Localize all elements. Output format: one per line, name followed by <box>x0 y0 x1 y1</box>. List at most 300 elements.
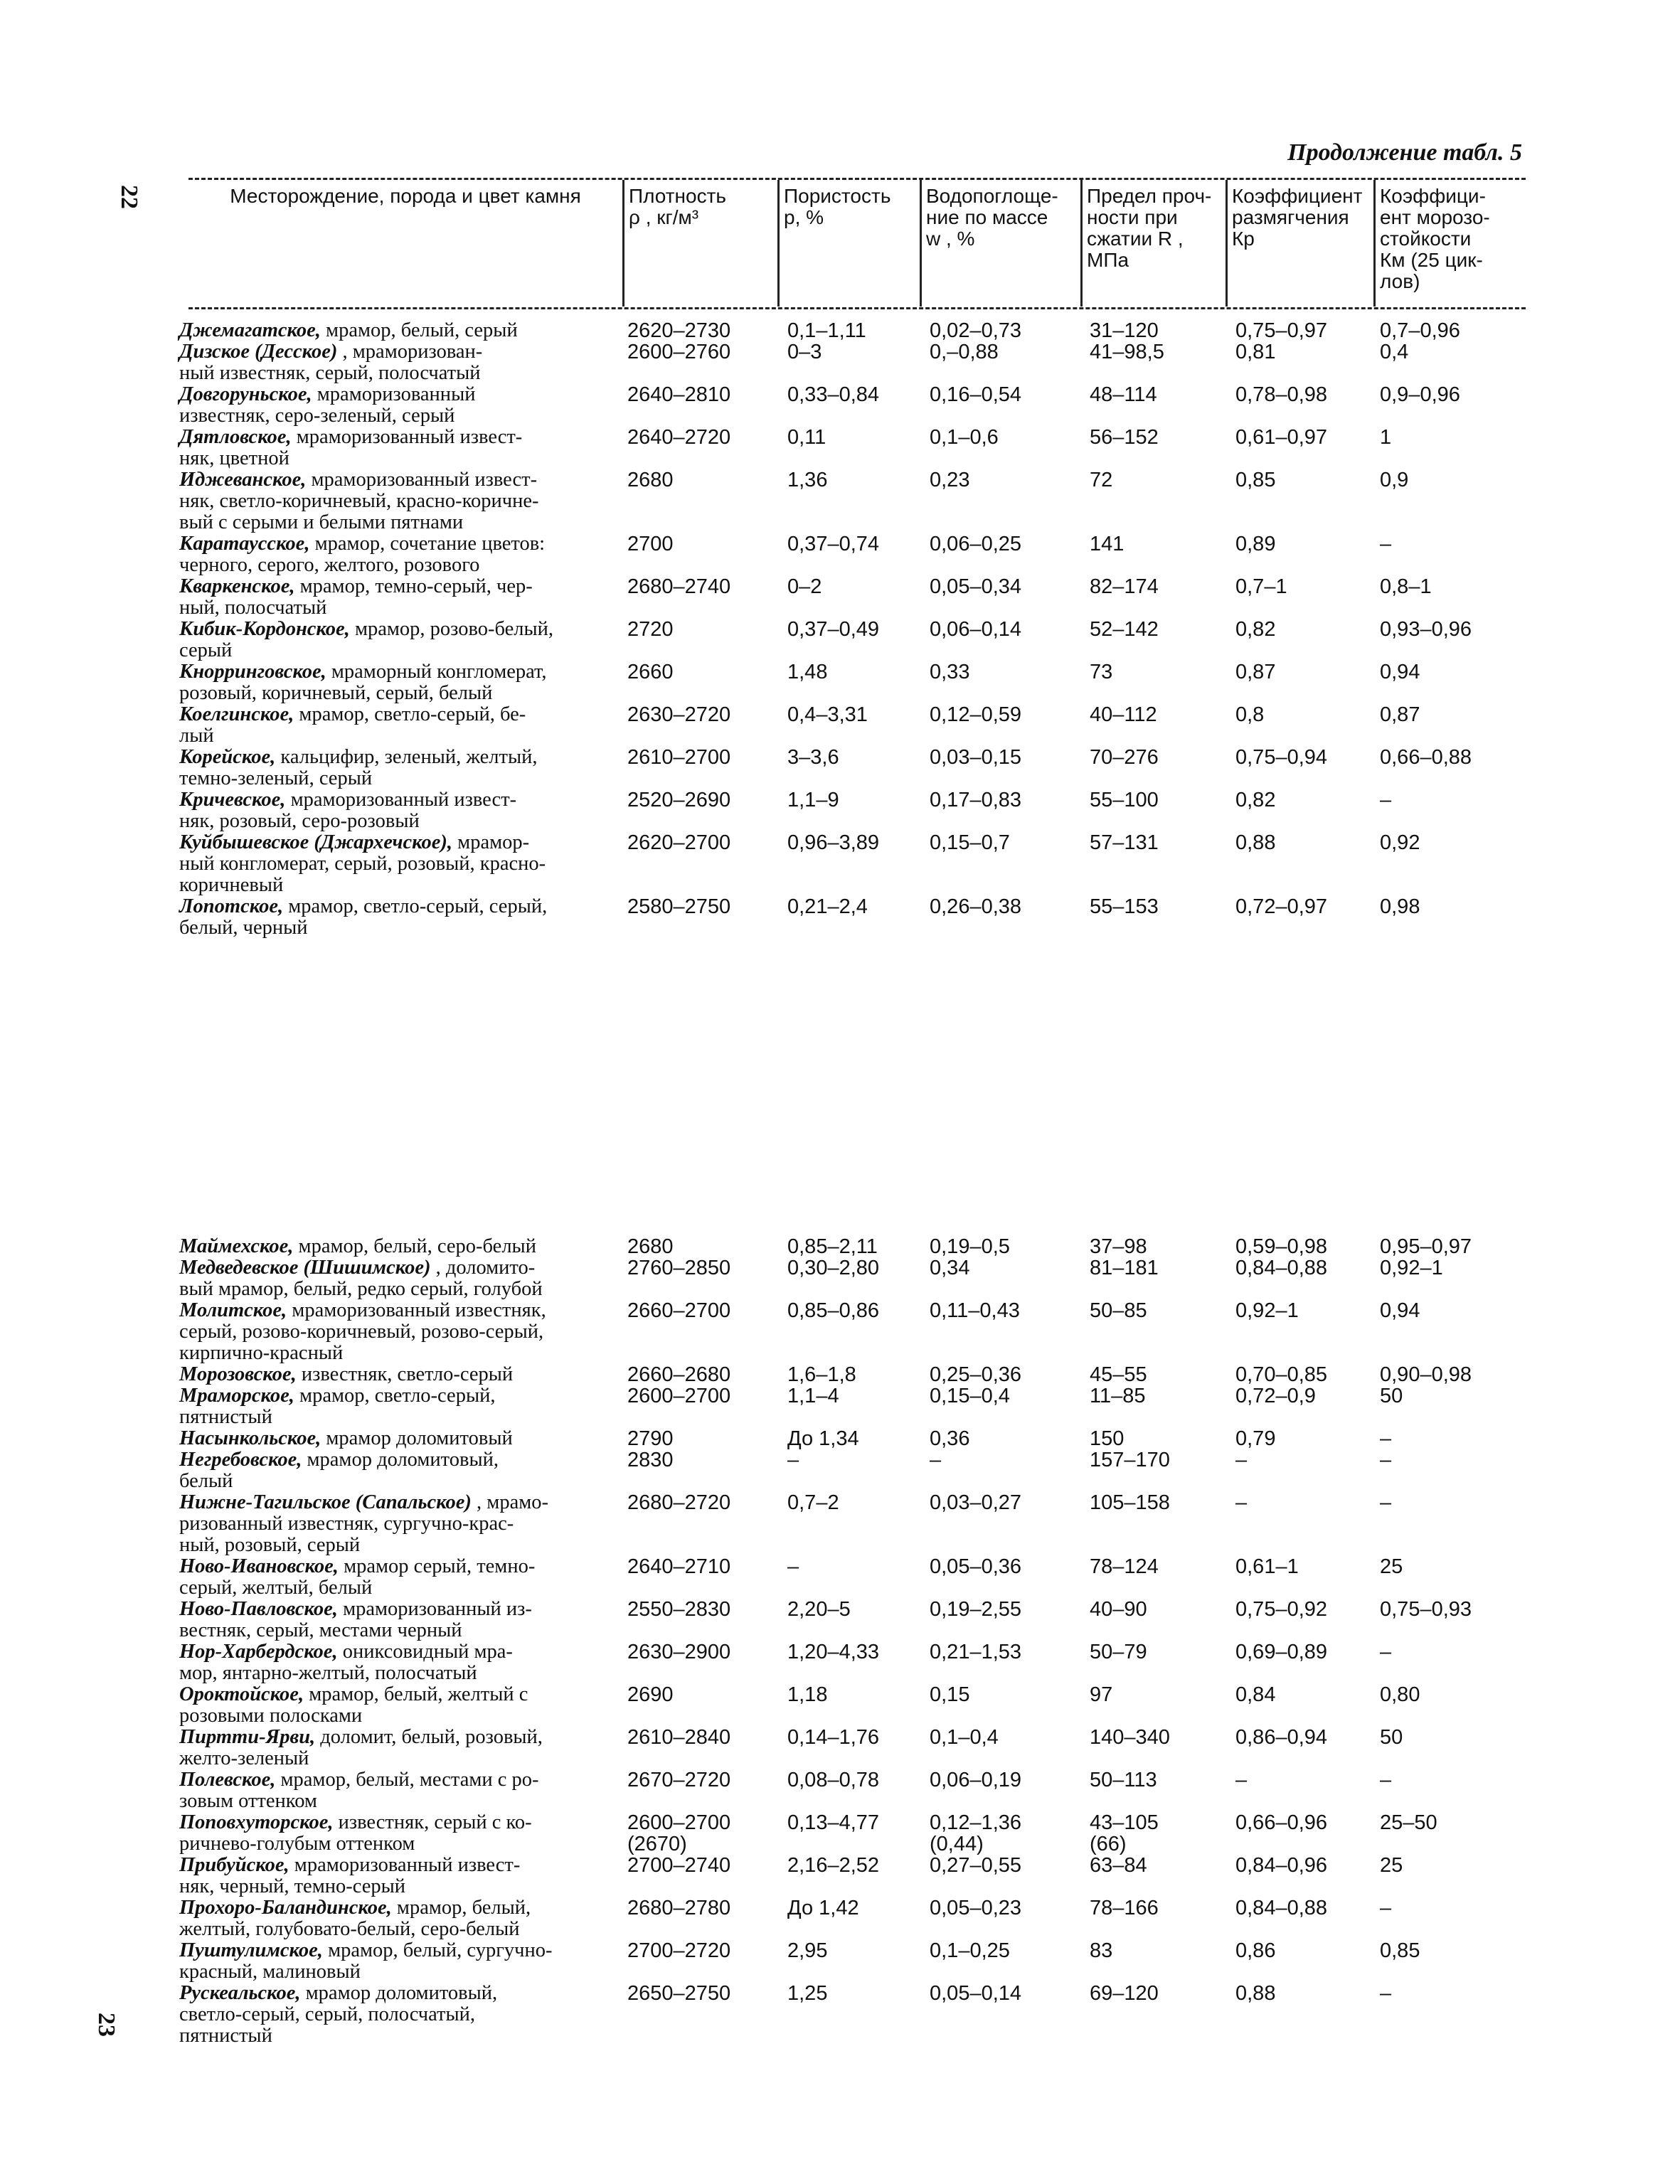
cell-softening: 0,87 <box>1235 661 1276 683</box>
cell-porosity: 1,1–9 <box>787 789 839 811</box>
cell-porosity: 0,33–0,84 <box>787 383 880 406</box>
cell-density: 2630–2900 <box>627 1641 731 1663</box>
cell-deposit <box>179 427 606 469</box>
cell-absorption: 0,06–0,25 <box>930 533 1022 555</box>
cell-absorption: 0,06–0,14 <box>930 618 1022 641</box>
cell-strength: 37–98 <box>1090 1235 1147 1258</box>
cell-softening: 0,61–0,97 <box>1235 426 1328 449</box>
cell-frost: – <box>1380 1449 1392 1471</box>
cell-softening: 0,61–1 <box>1235 1555 1299 1578</box>
cell-porosity: 1,6–1,8 <box>787 1363 856 1386</box>
cell-density: 2600–2700 <box>627 1385 731 1407</box>
cell-strength: 78–124 <box>1090 1555 1159 1578</box>
deposit-description: мрамор, светло-серый, пятнистый <box>179 1385 496 1428</box>
cell-softening: 0,88 <box>1235 1982 1276 2005</box>
table-row <box>179 1983 1531 2047</box>
cell-deposit <box>179 1364 606 1385</box>
cell-deposit <box>179 661 606 704</box>
cell-porosity: – <box>787 1555 799 1578</box>
cell-density: 2670–2720 <box>627 1769 731 1791</box>
deposit-description: мрамор, белый, желтый с розовыми полосками <box>179 1683 528 1727</box>
deposit-description: мраморизованный из- вестняк, серый, местами черный <box>179 1598 532 1641</box>
cell-deposit <box>179 384 606 427</box>
table-row <box>179 1236 1531 1257</box>
cell-deposit <box>179 576 606 619</box>
cell-deposit <box>179 1897 606 1940</box>
cell-strength: 63–84 <box>1090 1854 1147 1877</box>
cell-frost: 0,85 <box>1380 1939 1420 1962</box>
table-row <box>179 1855 1531 1897</box>
cell-deposit <box>179 704 606 747</box>
cell-frost: 0,4 <box>1380 341 1409 363</box>
cell-density: 2520–2690 <box>627 789 731 811</box>
deposit-description: мраморизованный известняк, серо-зеленый, серый <box>179 383 476 427</box>
cell-deposit <box>179 619 606 661</box>
cell-density: 2600–2700 (2670) <box>627 1811 731 1855</box>
cell-frost: 50 <box>1380 1726 1403 1749</box>
cell-density: 2700–2720 <box>627 1939 731 1962</box>
cell-porosity: 2,16–2,52 <box>787 1854 880 1877</box>
cell-absorption: 0,27–0,55 <box>930 1854 1022 1877</box>
cell-deposit <box>179 1684 606 1727</box>
cell-density: 2620–2730 <box>627 319 731 342</box>
cell-absorption: 0,15–0,4 <box>930 1385 1010 1407</box>
page-number-top: 22 <box>116 185 142 209</box>
deposit-name: Нор-Харбердское, <box>179 1641 338 1663</box>
cell-frost: 0,87 <box>1380 703 1420 726</box>
cell-deposit <box>179 1556 606 1599</box>
cell-porosity: 1,48 <box>787 661 828 683</box>
table-continuation-label: Продолжение табл. 5 <box>1287 139 1522 166</box>
table-row <box>179 896 1531 939</box>
header-porosity: Пористость р, % <box>777 180 920 307</box>
deposit-description: мрамор доломитовый, белый <box>179 1449 499 1492</box>
deposit-name: Иджеванское, <box>179 469 307 491</box>
deposit-description: мраморный конгломерат, розовый, коричневый, серый, белый <box>179 661 547 704</box>
table-row <box>179 469 1531 533</box>
cell-strength: 78–166 <box>1090 1897 1159 1919</box>
cell-softening: 0,66–0,96 <box>1235 1811 1328 1834</box>
table-row <box>179 1940 1531 1983</box>
deposit-name: Пиртти-Ярви, <box>179 1726 316 1748</box>
deposit-description: мрамор, темно-серый, чер- ный, полосчатый <box>179 575 533 619</box>
table-row <box>179 1727 1531 1769</box>
cell-density: 2660 <box>627 661 674 683</box>
cell-frost: 0,7–0,96 <box>1380 319 1460 342</box>
table-row <box>179 427 1531 469</box>
cell-porosity: 0,21–2,4 <box>787 895 868 918</box>
deposit-name: Дизское (Десское) <box>179 341 338 363</box>
cell-frost: 0,94 <box>1380 661 1420 683</box>
cell-softening: 0,89 <box>1235 533 1276 555</box>
table-row <box>179 1364 1531 1385</box>
cell-absorption: 0,1–0,25 <box>930 1939 1010 1962</box>
deposit-name: Кнорринговское, <box>179 661 326 683</box>
deposit-description: мраморизованный извест- няк, розовый, серо-розовый <box>179 789 517 832</box>
table-row <box>179 1599 1531 1641</box>
deposit-name: Корейское, <box>179 746 276 768</box>
cell-absorption: 0,12–0,59 <box>930 703 1022 726</box>
cell-strength: 11–85 <box>1090 1385 1146 1407</box>
deposit-name: Прохоро-Баландинское, <box>179 1897 392 1919</box>
deposit-description: мрамор- ный конгломерат, серый, розовый, красно- коричневый <box>179 831 546 896</box>
deposit-name: Лопотское, <box>179 895 284 917</box>
cell-absorption: 0,06–0,19 <box>930 1769 1022 1791</box>
deposit-description: ониксовидный мра- мор, янтарно-желтый, полосчатый <box>179 1641 513 1684</box>
cell-density: 2680–2720 <box>627 1491 731 1514</box>
table-row <box>179 1641 1531 1684</box>
deposit-name: Негребовское, <box>179 1449 302 1471</box>
cell-softening: 0,75–0,94 <box>1235 746 1328 769</box>
cell-softening: 0,82 <box>1235 618 1276 641</box>
cell-density: 2660–2700 <box>627 1299 731 1322</box>
cell-porosity: 0–2 <box>787 575 822 598</box>
table-row <box>179 1897 1531 1940</box>
cell-frost: 0,75–0,93 <box>1380 1598 1472 1621</box>
cell-absorption: 0,11–0,43 <box>930 1299 1020 1322</box>
cell-porosity: 0,11 <box>787 426 826 449</box>
cell-density: 2680–2740 <box>627 575 731 598</box>
cell-strength: 48–114 <box>1090 383 1157 406</box>
cell-softening: 0,72–0,9 <box>1235 1385 1316 1407</box>
deposit-description: мрамор, белый, желтый, голубовато-белый, серо-белый <box>179 1897 531 1940</box>
table-row <box>179 789 1531 832</box>
cell-deposit <box>179 320 606 341</box>
deposit-description: мрамор доломитовый, светло-серый, серый, полосчатый, пятнистый <box>179 1982 498 2047</box>
cell-deposit <box>179 1769 606 1812</box>
cell-porosity: До 1,42 <box>787 1897 859 1919</box>
cell-deposit <box>179 1940 606 1983</box>
table-row <box>179 341 1531 384</box>
cell-absorption: 0,16–0,54 <box>930 383 1022 406</box>
cell-deposit <box>179 1855 606 1897</box>
cell-porosity: 0,96–3,89 <box>787 831 880 854</box>
cell-density: 2550–2830 <box>627 1598 731 1621</box>
cell-density: 2680 <box>627 1235 674 1258</box>
cell-deposit <box>179 1727 606 1769</box>
deposit-description: мрамор доломитовый <box>321 1427 513 1449</box>
cell-frost: 25 <box>1380 1555 1403 1578</box>
cell-porosity: 3–3,6 <box>787 746 839 769</box>
cell-absorption: 0,36 <box>930 1427 970 1450</box>
cell-porosity: 2,95 <box>787 1939 828 1962</box>
cell-absorption: 0,19–2,55 <box>930 1598 1022 1621</box>
cell-softening: – <box>1235 1769 1248 1791</box>
table-row <box>179 1492 1531 1556</box>
deposit-name: Кваркенское, <box>179 575 295 597</box>
cell-porosity: 1,18 <box>787 1683 828 1706</box>
cell-frost: 0,92 <box>1380 831 1420 854</box>
cell-frost: – <box>1380 1897 1392 1919</box>
cell-porosity: 0,30–2,80 <box>787 1257 880 1279</box>
cell-deposit <box>179 1236 606 1257</box>
deposit-description: мрамор, белый, серый <box>320 319 518 341</box>
cell-strength: 31–120 <box>1090 319 1159 342</box>
deposit-name: Пуштулимское, <box>179 1939 323 1961</box>
cell-density: 2640–2810 <box>627 383 731 406</box>
cell-absorption: 0,05–0,23 <box>930 1897 1022 1919</box>
cell-strength: 82–174 <box>1090 575 1159 598</box>
cell-deposit <box>179 1300 606 1364</box>
cell-strength: 83 <box>1090 1939 1113 1962</box>
cell-strength: 45–55 <box>1090 1363 1147 1386</box>
deposit-name: Ороктойское, <box>179 1683 304 1705</box>
cell-strength: 50–113 <box>1090 1769 1157 1791</box>
deposit-name: Насынкольское, <box>179 1427 321 1449</box>
deposit-description: известняк, светло-серый <box>296 1363 514 1385</box>
cell-frost: – <box>1380 1491 1392 1514</box>
cell-density: 2680 <box>627 469 674 491</box>
cell-deposit <box>179 832 606 896</box>
cell-strength: 43–105 (66) <box>1090 1811 1159 1855</box>
cell-softening: 0,88 <box>1235 831 1276 854</box>
cell-density: 2610–2840 <box>627 1726 731 1749</box>
cell-porosity: 1,25 <box>787 1982 828 2005</box>
cell-deposit <box>179 1428 606 1449</box>
deposit-description: кальцифир, зеленый, желтый, темно-зеленый, серый <box>179 746 538 789</box>
table-row <box>179 1556 1531 1599</box>
cell-softening: 0,8 <box>1235 703 1265 726</box>
table-body-bottom <box>179 1236 1531 2047</box>
cell-absorption: 0,15–0,7 <box>930 831 1010 854</box>
cell-strength: 40–90 <box>1090 1598 1147 1621</box>
cell-strength: 40–112 <box>1090 703 1157 726</box>
cell-softening: 0,92–1 <box>1235 1299 1299 1322</box>
deposit-name: Молитское, <box>179 1299 287 1321</box>
cell-absorption: 0,17–0,83 <box>930 789 1022 811</box>
cell-softening: – <box>1235 1491 1248 1514</box>
deposit-name: Довгоруньское, <box>179 383 312 405</box>
cell-deposit <box>179 1599 606 1641</box>
deposit-name: Джемагатское, <box>179 319 321 341</box>
header-absorption: Водопоглоще- ние по массе w , % <box>920 180 1080 307</box>
deposit-name: Мраморское, <box>179 1385 294 1407</box>
cell-density: 2600–2760 <box>627 341 731 363</box>
cell-deposit <box>179 1641 606 1684</box>
deposit-name: Рускеальское, <box>179 1982 301 2004</box>
cell-absorption: 0,21–1,53 <box>930 1641 1022 1663</box>
cell-frost: 0,93–0,96 <box>1380 618 1472 641</box>
deposit-name: Маймехское, <box>179 1235 294 1257</box>
cell-strength: 157–170 <box>1090 1449 1170 1471</box>
cell-porosity: 0,08–0,78 <box>787 1769 880 1791</box>
header-softening: Коэффициент размягчения Кр <box>1226 180 1373 307</box>
cell-frost: 0,8–1 <box>1380 575 1432 598</box>
cell-deposit <box>179 1492 606 1556</box>
cell-deposit <box>179 896 606 939</box>
cell-density: 2830 <box>627 1449 674 1471</box>
cell-absorption: 0,34 <box>930 1257 970 1279</box>
deposit-name: Дятловское, <box>179 426 292 448</box>
cell-strength: 55–153 <box>1090 895 1159 918</box>
cell-porosity: 1,20–4,33 <box>787 1641 880 1663</box>
cell-softening: – <box>1235 1449 1248 1471</box>
cell-softening: 0,86–0,94 <box>1235 1726 1328 1749</box>
cell-strength: 141 <box>1090 533 1125 555</box>
cell-absorption: 0,–0,88 <box>930 341 999 363</box>
cell-strength: 73 <box>1090 661 1113 683</box>
cell-density: 2580–2750 <box>627 895 731 918</box>
cell-softening: 0,84 <box>1235 1683 1276 1706</box>
deposit-name: Ново-Ивановское, <box>179 1555 339 1577</box>
table-row <box>179 1684 1531 1727</box>
cell-strength: 50–79 <box>1090 1641 1147 1663</box>
table-row <box>179 661 1531 704</box>
cell-softening: 0,75–0,92 <box>1235 1598 1328 1621</box>
cell-strength: 97 <box>1090 1683 1113 1706</box>
cell-strength: 56–152 <box>1090 426 1159 449</box>
table-body-top <box>179 320 1531 939</box>
cell-softening: 0,75–0,97 <box>1235 319 1328 342</box>
cell-softening: 0,84–0,88 <box>1235 1897 1328 1919</box>
cell-porosity: 0,85–2,11 <box>787 1235 878 1258</box>
cell-density: 2680–2780 <box>627 1897 731 1919</box>
cell-density: 2790 <box>627 1427 674 1450</box>
cell-deposit <box>179 789 606 832</box>
cell-softening: 0,81 <box>1235 341 1276 363</box>
cell-porosity: 2,20–5 <box>787 1598 851 1621</box>
cell-absorption: 0,12–1,36 (0,44) <box>930 1811 1022 1855</box>
header-density: Плотность ρ , кг/м³ <box>622 180 777 307</box>
cell-frost: 25 <box>1380 1854 1403 1877</box>
cell-frost: – <box>1380 1427 1392 1450</box>
cell-porosity: 1,1–4 <box>787 1385 839 1407</box>
cell-strength: 70–276 <box>1090 746 1159 769</box>
cell-density: 2700–2740 <box>627 1854 731 1877</box>
deposit-description: мрамор, белый, местами с ро- зовым оттенком <box>179 1769 539 1812</box>
cell-softening: 0,82 <box>1235 789 1276 811</box>
cell-deposit <box>179 747 606 789</box>
table-row <box>179 1449 1531 1492</box>
cell-density: 2610–2700 <box>627 746 731 769</box>
table-row <box>179 1812 1531 1855</box>
cell-frost: 0,95–0,97 <box>1380 1235 1472 1258</box>
cell-softening: 0,84–0,88 <box>1235 1257 1328 1279</box>
cell-softening: 0,70–0,85 <box>1235 1363 1328 1386</box>
cell-frost: 0,90–0,98 <box>1380 1363 1472 1386</box>
deposit-description: мраморизованный известняк, серый, розово-коричневый, розово-серый, кирпично-красный <box>179 1299 546 1364</box>
cell-softening: 0,72–0,97 <box>1235 895 1328 918</box>
deposit-name: Ново-Павловское, <box>179 1598 338 1620</box>
cell-absorption: – <box>930 1449 942 1471</box>
table-row <box>179 320 1531 341</box>
table-row <box>179 384 1531 427</box>
cell-porosity: 0,85–0,86 <box>787 1299 880 1322</box>
deposit-description: мрамор, светло-серый, серый, белый, черный <box>179 895 548 939</box>
header-deposit: Месторождение, порода и цвет камня <box>230 185 581 207</box>
header-strength: Предел проч- ности при сжатии R , МПа <box>1080 180 1226 307</box>
cell-porosity: – <box>787 1449 799 1471</box>
cell-porosity: 0,37–0,74 <box>787 533 880 555</box>
cell-strength: 57–131 <box>1090 831 1159 854</box>
deposit-name: Куйбышевское (Джархечское), <box>179 831 453 853</box>
cell-softening: 0,86 <box>1235 1939 1276 1962</box>
cell-absorption: 0,03–0,15 <box>930 746 1022 769</box>
cell-density: 2620–2700 <box>627 831 731 854</box>
cell-frost: – <box>1380 789 1392 811</box>
cell-softening: 0,7–1 <box>1235 575 1287 598</box>
deposit-description: , доломито- вый мрамор, белый, редко серый, голубой <box>179 1257 543 1300</box>
cell-softening: 0,69–0,89 <box>1235 1641 1328 1663</box>
table-row <box>179 619 1531 661</box>
cell-frost: 0,9 <box>1380 469 1409 491</box>
cell-density: 2650–2750 <box>627 1982 731 2005</box>
cell-deposit <box>179 1812 606 1855</box>
cell-frost: 0,9–0,96 <box>1380 383 1460 406</box>
deposit-name: Кричевское, <box>179 789 286 811</box>
table-header <box>188 180 1526 307</box>
cell-frost: – <box>1380 533 1392 555</box>
table-header-rule <box>188 307 1526 309</box>
deposit-description: мраморизованный извест- няк, черный, темно-серый <box>179 1854 521 1897</box>
deposit-description: , мраморизован- ный известняк, серый, полосчатый <box>179 341 483 384</box>
cell-softening: 0,85 <box>1235 469 1276 491</box>
cell-density: 2760–2850 <box>627 1257 731 1279</box>
cell-frost: 0,98 <box>1380 895 1420 918</box>
cell-deposit <box>179 1983 606 2047</box>
deposit-name: Каратаусское, <box>179 533 310 555</box>
deposit-name: Поповхуторское, <box>179 1811 334 1833</box>
deposit-name: Коелгинское, <box>179 703 294 725</box>
cell-absorption: 0,19–0,5 <box>930 1235 1010 1258</box>
cell-porosity: 0,7–2 <box>787 1491 839 1514</box>
cell-porosity: 0,13–4,77 <box>787 1811 880 1834</box>
cell-density: 2640–2720 <box>627 426 731 449</box>
cell-softening: 0,78–0,98 <box>1235 383 1328 406</box>
deposit-name: Нижне-Тагильское (Сапальское) <box>179 1491 472 1513</box>
cell-absorption: 0,26–0,38 <box>930 895 1022 918</box>
cell-frost: 50 <box>1380 1385 1403 1407</box>
table-row <box>179 533 1531 576</box>
deposit-name: Прибуйское, <box>179 1854 289 1876</box>
cell-absorption: 0,23 <box>930 469 970 491</box>
cell-strength: 52–142 <box>1090 618 1159 641</box>
table-row <box>179 1428 1531 1449</box>
table-row <box>179 832 1531 896</box>
deposit-description: мраморизованный извест- няк, светло-коричневый, красно-коричне- вый с серыми и белыми пятнами <box>179 469 539 533</box>
cell-absorption: 0,05–0,14 <box>930 1982 1022 2005</box>
deposit-description: мрамор, сочетание цветов: черного, серого, желтого, розового <box>179 533 546 576</box>
cell-absorption: 0,15 <box>930 1683 970 1706</box>
deposit-name: Медведевское (Шишимское) <box>179 1257 431 1279</box>
cell-density: 2630–2720 <box>627 703 731 726</box>
cell-density: 2660–2680 <box>627 1363 731 1386</box>
cell-absorption: 0,02–0,73 <box>930 319 1022 342</box>
cell-absorption: 0,1–0,4 <box>930 1726 999 1749</box>
cell-deposit <box>179 469 606 533</box>
cell-porosity: До 1,34 <box>787 1427 859 1450</box>
cell-deposit <box>179 341 606 384</box>
deposit-description: мрамор, розово-белый, серый <box>179 618 554 661</box>
deposit-description: мраморизованный извест- няк, цветной <box>179 426 523 469</box>
cell-frost: 0,66–0,88 <box>1380 746 1472 769</box>
cell-density: 2640–2710 <box>627 1555 731 1578</box>
cell-density: 2720 <box>627 618 674 641</box>
cell-frost: – <box>1380 1982 1392 2005</box>
cell-frost: 25–50 <box>1380 1811 1437 1834</box>
cell-strength: 105–158 <box>1090 1491 1170 1514</box>
deposit-name: Кибик-Кордонское, <box>179 618 350 640</box>
table-row <box>179 576 1531 619</box>
cell-absorption: 0,05–0,36 <box>930 1555 1022 1578</box>
cell-frost: – <box>1380 1641 1392 1663</box>
cell-softening: 0,59–0,98 <box>1235 1235 1328 1258</box>
deposit-description: известняк, серый с ко- ричнево-голубым оттенком <box>179 1811 532 1855</box>
cell-absorption: 0,1–0,6 <box>930 426 999 449</box>
deposit-name: Морозовское, <box>179 1363 297 1385</box>
cell-strength: 81–181 <box>1090 1257 1159 1279</box>
cell-density: 2690 <box>627 1683 674 1706</box>
